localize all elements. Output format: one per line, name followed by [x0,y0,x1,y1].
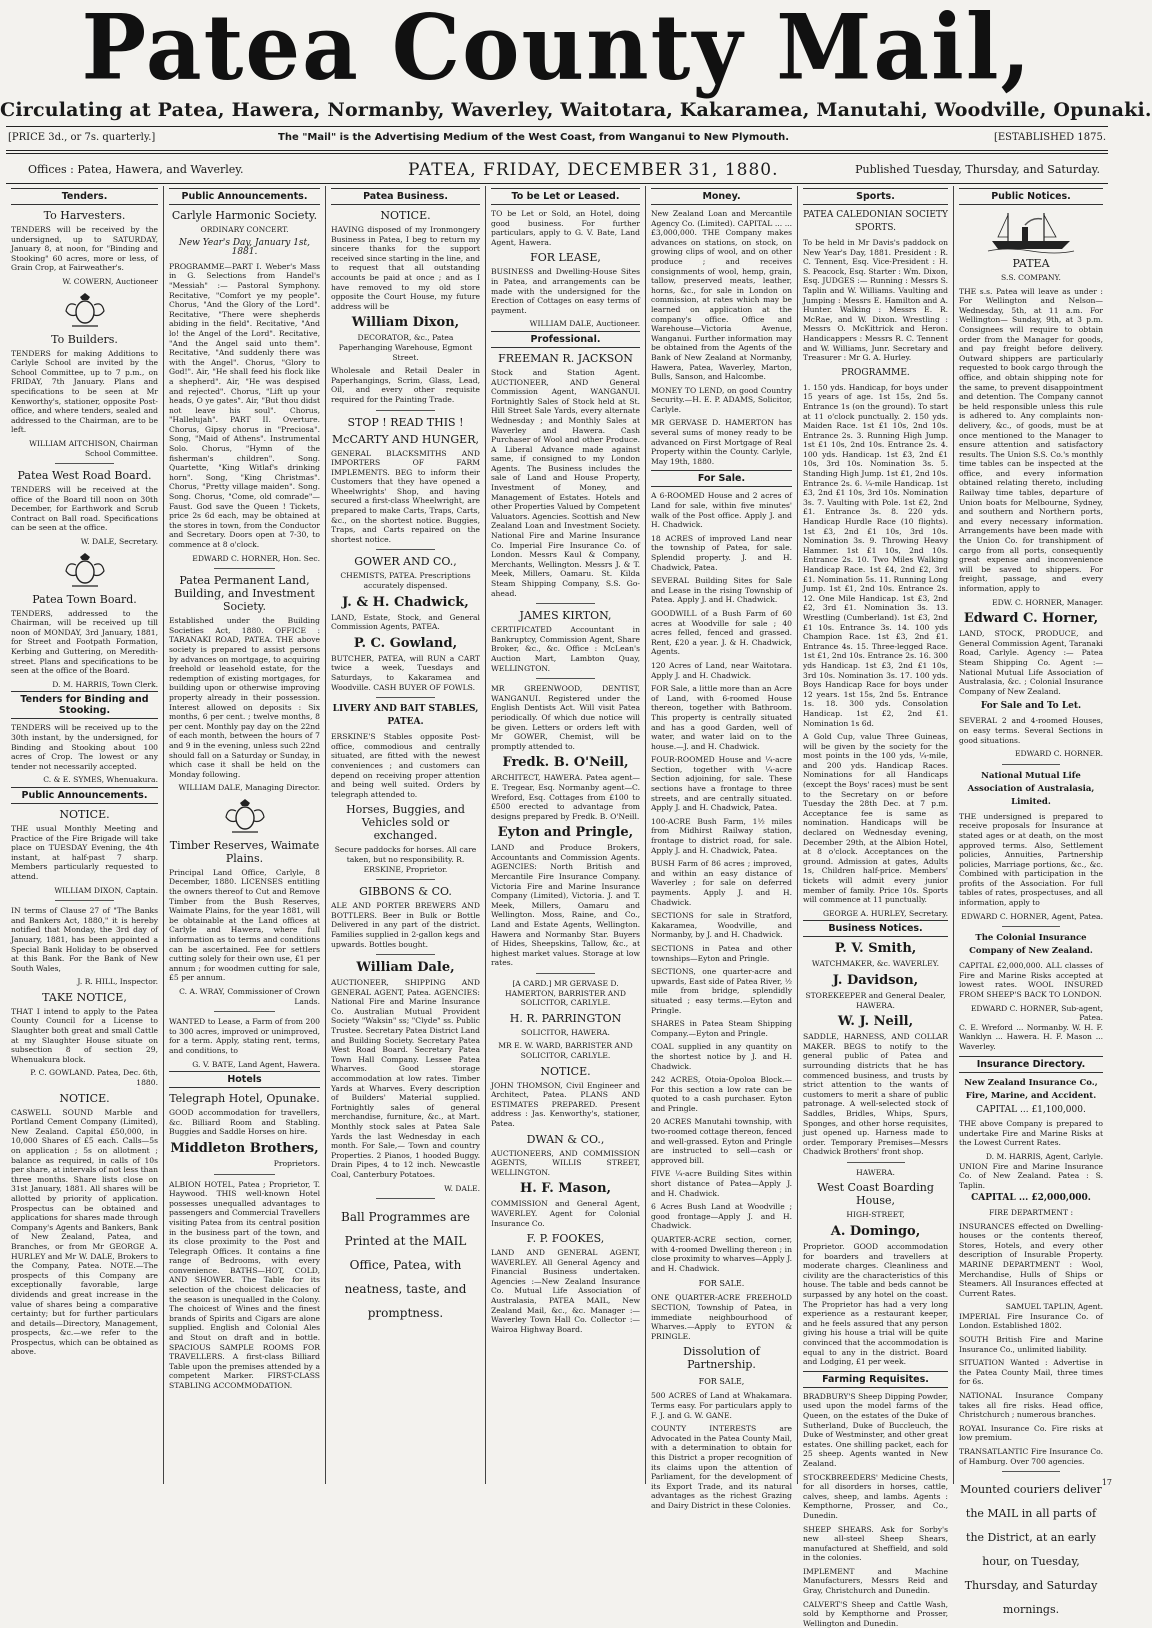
ad-signature: WILLIAM DALE, Auctioneer. [529,319,640,329]
ad-name: Edward C. Horner, [963,611,1099,627]
ad-signature: C. & E. SYMES, Whenuakura. [43,775,158,785]
column-3 [326,186,486,1484]
ad-title: HAWERA. [856,1167,895,1177]
ad-name: Middleton Brothers, [170,1140,319,1156]
section-heading: Public Announcements. [169,188,320,205]
ad-signature: C. A. WRAY, Commissioner of Crown Lands. [179,987,320,1006]
ad-signature: WILLIAM AITCHISON, Chairman School Committee. [29,438,158,458]
column-5 [646,186,798,1510]
ad-name: William Dale, [356,960,455,976]
ad-title: Carlyle Harmonic Society. [171,209,318,222]
section-heading: Farming Requisites. [803,1371,948,1388]
ad-title: PATEA [1012,257,1050,270]
divider [536,603,596,604]
ad-signature: Proprietors. [273,1158,320,1168]
column-1 [6,186,164,1484]
programme-list: 1. 150 yds. Handicap, for boys under 15 years of age. 1st 15s, 2nd 5s. Entrance 1s (on the ground). To start at 11 o'clock punctually. 2. 150 yds. Maiden Race. 1st £1 10s, 2nd 10s. Entrance 2s. 3. Running High Jump. 1st £1 10s, 2nd 10s. Entrance 2s. 4. 100 yds. Handicap. 1st £3, 2nd £1 10s, 3rd 10s. Nomination 3s. 5. Standing High Jump. 1st £1, 2nd 10s. Entrance 2s. 6. ¼-mile Handicap. 1st £3, 2nd £1 10s, 3rd 10s. Nomination 3s. 7. Vaulting with Pole. 1st £2, 2nd £1. Entrance 3s. 8. 220 yds. Handicap Hurdle Race (10 flights). 1st £3, 2nd £1 10s, 3rd 10s. Nomination 3s. 9. Throwing Heavy Hammer. 1st £1 10s, 2nd 10s. Entrance 2s. 10. Two Miles Walking Handicap Race. 1st £4, 2nd £2, 3rd £1. Nomination 5s. 11. Running Long Jump. 1st £1, 2nd 10s. Entrance 2s. 12. One Mile Handicap. 1st £3, 2nd £2, 3rd £1. Nomination 3s. 13. Wrestling (Cumberland). 1st £3, 2nd £1 10s. Entrance 3s. 14. 100 yds Champion Race. 1st £3, 2nd £1. Entrance 4s. 15. Three-legged Race. 1st £1, 2nd 10s. Entrance 2s. 16. 300 yds Handicap. 1st £3, 2nd £1 10s, 3rd 10s. Nomination 3s. 17. 100 yds. Boys Handicap Race for boys under 12 years. 1st 15s, 2nd 5s. Entrance 1s. 18. 300 yds. Consolation Handicap. 1st £2, 2nd £1. Nomination 1s 6d. [803,382,948,728]
ad-body: THE above Company is prepared to undertake Fire and Marine Risks at the Lowest Current Rates. [959,1119,1103,1148]
section-heading: Public Notices. [959,188,1103,205]
ad-body: Stock and Station Agent. AUCTIONEER, AND General Commission Agent, WANGANUI. Fortnightly Sales of Stock held at St. Hill Street Sale Yards, every alternate Wednesday ; and Monthly Sales at Waverley and Hawera. Cash Purchaser of Wool and other Produce. A Liberal Advance made against same, if consigned to my London Agents. The Business includes the sale of Land and House Property, Investment of Money, and Management of Estates. Hotels and other Properties Valued by Competent Valuators. Agencies. Scottish and New Zealand Loan and Investment Society. National Fire and Marine Insurance Co. Imperial Fire Insurance Co. of London. Messrs Kaul & Company, Merchants, Wellington. Messrs J. & T. Meek, Millers, Oamaru. St. Kilda Steam Shipping Company, S.S. Go-ahead. [491,367,640,598]
publication-days: Published Tuesday, Thursday, and Saturday. [855,163,1100,176]
ad-title: NOTICE. [59,807,110,821]
divider [536,973,596,974]
agent-list: C. E. Wreford ... Normanby. W. H. F. Wanklyn ... Hawera. H. F. Mason ... Waverley. [959,1022,1103,1051]
ad-body: NATIONAL Insurance Company takes all fire risks. Head office, Christchurch ; numerous branches. [959,1391,1103,1420]
ad-signature: D. M. HARRIS, Agent, Carlyle. [985,1151,1103,1161]
ad-body: SEVERAL Building Sites for Sale and Lease in the rising Township of Patea. Apply J. and H. Chadwick. [651,576,792,605]
ad-body: TENDERS, addressed to the Chairman, will be received up till noon of MONDAY, 3rd January, 1881, for Street and Footpath Formation, Kerbing and Guttering, on Meredith-street. Plans and specifications to be seen at the office of the Board. [11,608,158,676]
section-heading: To be Let or Leased. [491,188,640,205]
divider [847,1162,905,1163]
section-heading: Patea Business. [331,188,480,205]
ad-body: THAT I intend to apply to the Patea County Council for a License to Slaughter both great and small Cattle at my Slaughter House situate on subsection 8 of section 29, Whenuakura block. [11,1006,158,1064]
ad-title: NOTICE. [540,1064,591,1078]
ad-body: TENDERS will be received by the undersigned, up to SATURDAY, January 8, at noon, for "Binding and Stooking" 60 acres, more or less, of Grain Crop, at Fairweather's. [11,225,158,273]
section-heading: Money. [651,188,792,205]
divider [214,1011,274,1012]
ad-body: A 6-ROOMED House and 2 acres of Land for sale, within five minutes' walk of the Post office. Apply J. and H. Chadwick. [651,491,792,530]
ad-body: 500 ACRES of Land at Whakamara. Terms easy. For particulars apply to F. J. and G. W. GANE. [651,1391,792,1420]
ad-name: West Coast Boarding House, [817,1181,934,1208]
ad-subtitle: ORDINARY CONCERT. [200,225,289,234]
ad-name: H. F. Mason, [519,1181,612,1197]
ad-name: Fredk. B. O'Neill, [502,755,629,771]
ad-body: LAND and Produce Brokers, Accountants and Commission Agents. AGENCIES: North British and Mercantile Fire Insurance Company. Victoria Fire and Marine Insurance Company (Limited), Victoria. J. and T. Meek, Millers, Oamaru and Wellington. Moss, Raine, and Co., Land and Estate Agents, Wellington. Hawera and Normanby Star. Buyers of Hides, Sheepskins, Tallow, &c., at highest market values. Storage at low rates. [491,843,640,968]
ad-body: 100-ACRE Bush Farm, 1½ miles from Midhirst Railway station, frontage to district road, for sale. Apply J. and H. Chadwick, Patea. [651,816,792,855]
ad-name: FREEMAN R. JACKSON [498,351,633,365]
ad-signature: P. C. GOWLAND. Patea, Dec. 6th, 1880. [30,1068,158,1088]
ad-title: To Harvesters. [43,209,126,222]
divider [536,678,596,679]
ad-body: Proprietor. GOOD accommodation for boarders and travellers at moderate charges. Cleanliness and civility are the characteristics of this house. The table and beds cannot be surpassed by any hotel on the coast. The Proprietor has had a very long experience as a restaurant keeper, and he feels assured that any person giving his house a trial will be quite convinced that the accommodation is equal to any in the district. Board and Lodging, £1 per week. [803,1242,948,1367]
ad-signature: W. DALE, Secretary. [80,537,158,547]
ad-title: Telegraph Hotel, Opunake. [169,1092,320,1106]
ad-body: CALVERT'S Sheep and Cattle Wash, sold by Kempthorne and Prosser, Wellington and Dunedin. [803,1599,948,1628]
ad-body: SOUTH British Fire and Marine Insurance Co., unlimited liability. [959,1335,1103,1354]
ad-name: DWAN & CO., [526,1132,605,1146]
ad-body: 242 ACRES, Otoia-Opoloa Block.—For this section a low rate can be quoted to a cash purchaser. Eyton and Pringle. [651,1075,792,1113]
ad-body: [A CARD.] MR GERVASE D. HAMERTON, BARRISTER AND SOLICITOR, CARLYLE. [505,979,626,1008]
ad-title: STOP ! READ THIS ! [347,415,464,429]
ad-subtitle: S.S. COMPANY. [1001,273,1061,282]
divider [214,1174,274,1175]
issue-date: PATEA, FRIDAY, DECEMBER 31, 1880. [408,160,779,180]
section-heading: Sports. [803,188,948,205]
ad-body: Wholesale and Retail Dealer in Paperhangings, Scrim, Glass, Lead, Oil, and every other requisite required for the Painting Trade. [331,366,480,404]
ad-body: GENERAL BLACKSMITHS AND IMPORTERS OF FARM IMPLEMENTS. BEG to inform their Customers that they have opened a Wheelwrights' Shop, and having secured a first-class Wheelwright, are prepared to make Carts, Traps, Carts, &c., on the shortest notice. Buggies, Traps, and Carts repaired on the shortest notice. [331,448,480,544]
ad-title: National Mutual Life Association of Australasia, Limited. [967,770,1095,807]
ad-title: New Zealand Insurance Co., Fire, Marine, and Accident. [964,1077,1098,1101]
ad-subtitle: HIGH-STREET, [846,1210,905,1220]
ad-title: NOTICE. [380,209,431,222]
ad-body: 120 Acres of Land, near Waitotara. Apply J. and H. Chadwick. [651,660,792,680]
section-heading: Public Announcements. [11,787,158,804]
divider [376,697,436,698]
ad-body: SECTIONS in Patea and other townships—Eyton and Pringle. [651,943,792,963]
ad-body: LAND AND GENERAL AGENT, WAVERLEY. All General Agency and Financial Business undertaken. Agencies :—New Zealand Insurance Co. Mutual Life Association of Australasia, PATEA MAIL, New Zealand Mail, &c., &c. Manager :—Waverley Town Hall Co. Collector :—Wairoa Highway Board. [491,1248,640,1334]
ad-title: FOR SALE. [698,1279,745,1289]
ad-body: SECTIONS for sale in Stratford, Kakaramea, Woodville, and Normanby, by J. and H. Chadwick. [651,911,792,940]
ad-body: LAND, STOCK, PRODUCE, and General Commission Agent, Taranaki Road, Carlyle. Agency :— Patea Steam Shipping Co. Agent :—National Mutual Life Association of Australasia, &c. ; Colonial Insurance Company of New Zealand. [959,629,1103,696]
divider [1002,1471,1060,1472]
ad-name: Eyton and Pringle, [497,825,634,841]
ad-body: AUCTIONEERS, AND COMMISSION AGENTS, WILLIS STREET, WELLINGTON. [491,1148,640,1177]
rule [6,150,1108,151]
ad-body: GOODWILL of a Bush Farm of 60 acres at Woodville for sale ; 40 acres felled, fenced and grassed. Rent, £20 a year. J. & H. Chadwick, Agents. [651,608,792,657]
ad-body: SOLICITOR, HAWERA. [521,1027,610,1037]
circulation-line: Circulating at Patea, Hawera, Normanby, Waverley, Waitotara, Kakaramea, Manutahi, Woodville, Opunaki. [0,99,1152,121]
ad-body: MONEY TO LEND, on good Country Security.—H. E. P. ADAMS, Solicitor, Carlyle. [651,385,792,414]
ad-body: COUNTY INTERESTS are Advocated in the Patea County Mail, with a determination to obtain for this District a proper recognition of its claims upon the attention of Parliament, for the development of its Export Trade, and its natural advantages as the richest Grazing and Dairy District in these Colonies. [651,1424,792,1510]
ad-body: CERTIFICATED Accountant in Bankruptcy, Commission Agent, Share Broker, &c., &c. Office : McLean's Auction Mart, Lambton Quay, WELLINGTON. [491,625,640,673]
ad-body: IN terms of Clause 27 of "The Banks and Bankers Act, 1880," it is hereby notified that Monday, the 3rd day of January, 1881, has been appointed a Special Bank Holiday to be observed at this Bank. For the Bank of New South Wales, [11,906,158,973]
ad-body: ARCHITECT, HAWERA. Patea agent—E. Tregear, Esq. Normanby agent—C. Wreford, Esq. Cottages from £100 to £500 erected to advantage from designs prepared by Fredk. B. O'Neill. [491,773,640,821]
ad-body: JOHN THOMSON, Civil Engineer and Architect, Patea. PLANS AND ESTIMATES PREPARED. Present address : Jas. Kenworthy's, stationer, Patea. [491,1080,640,1128]
offices: Offices : Patea, Hawera, and Waverley. [28,163,244,176]
ad-title: Timber Reserves, Waimate Plains. [169,838,320,865]
ad-body: TO be Let or Sold, an Hotel, doing good business. For further particulars, apply to G. V. Bate, Land Agent, Hawera. [491,209,640,247]
ad-name: P. V. Smith, [834,941,917,957]
ad-title: PATEA CALEDONIAN SOCIETY SPORTS. [803,210,948,233]
ad-body: TENDERS will be received at the office of the Board till noon on 30th December, for Earthwork and Scrub Contract on Ball road. Specifications can be seen at the office. [11,485,158,533]
section-heading: Professional. [491,331,640,348]
ad-body: AUCTIONEER, SHIPPING AND GENERAL AGENT, Patea. AGENCIES: National Fire and Marine Insurance Co. Australian Mutual Provident Society "Waksin" ss; "Clyde" ss. Public Trustee. Secretary Patea District Land and Building Society. Secretary Patea West Road Board. Secretary Patea Town Hall Company. Lessee Patea Wharves. Good storage accommodation at low rates. Timber Yards at Wharves. Every description of Builders' Material supplied. Fortnightly sales of general merchandise, furniture, &c., at Mart. Monthly stock sales at Patea Sale Yards the last Wednesday in each month. For Sale,— Town and country Properties. 2 Pianos, 1 hooded Buggy. Drain Pipes, 4 to 12 inch. Newcastle Coal, Canterbury Potatoes. [331,978,480,1179]
ad-body: TENDERS for making Additions to Carlyle School are invited by the School Committee, up to 7 p.m., on FRIDAY, 7th January. Plans and specifications to be seen at Mr Kenworthy's, stationer, opposite Post-office, and where tenders, sealed and addressed to the Chairman, are to be left. [11,348,158,435]
ad-signature: WILLIAM DIXON, Captain. [54,885,158,895]
ad-body: A Gold Cup, value Three Guineas, will be given by the society for the most points in the 100 yds, ¼-mile, and 200 yds. Handicap Races. Nominations for all Handicaps (except the Boys' races) must be sent to the Secretary on or before Tuesday the 28th Dec. at 7 p.m. Acceptance fee is same as nomination. Handicaps will be declared on Wednesday evening, December 29th, at the Albion Hotel, at 8 o'clock. Acceptances on the ground. Admission at gates, Adults 1s, Children half-price. Members' tickets will admit every junior member of family. Price 10s. Sports will commence at 11 punctually. [803,732,948,905]
ad-body: COAL supplied in any quantity on the shortest notice by J. and H. Chadwick. [651,1042,792,1071]
ad-name: H. R. PARRINGTON [509,1011,622,1025]
date-line [8,158,1106,182]
ad-title: FOR SALE, [698,1377,745,1387]
ad-body: MR E. W. WARD, BARRISTER AND SOLICITOR, CARLYLE. [498,1041,633,1060]
ad-name: JAMES KIRTON, [519,609,612,623]
ad-body: WANTED to Lease, a Farm of from 200 to 300 acres, improved or unimproved, for a term. Apply, stating rent, terms, and conditions, to [169,1017,320,1055]
ad-body: SECTIONS, one quarter-acre and upwards, East side of Patea River, ½ mile from bridge, splendidly situated ; easy terms.—Eyton and Pringle. [651,967,793,1015]
ad-body: COMMISSION and General Agent, WAVERLEY. Agent for Colonial Insurance Co. [491,1199,640,1228]
column-6 [798,186,954,1628]
ad-body: ALBION HOTEL, Patea ; Proprietor, T. Haywood. THIS well-known Hotel possesses unequalled advantages to passengers and Commercial Travellers visiting Patea from its central position in the business part of the town, and its close proximity to the Post and Telegraph Offices. It contains a fine range of Bedrooms, with every convenience. BATHS—HOT, COLD, AND SHOWER. The Table for its selection of the choicest delicacies of the season is unequalled in the Colony. The choicest of Wines and the finest brands of Spirits and Cigars are alone supplied. English and Colonial Ales and Stout on draft and in bottle. SPACIOUS SAMPLE ROOMS FOR TRAVELLERS. A first-class Billiard Table upon the premises attended by a competent Marker. FIRST-CLASS STABLING ACCOMMODATION. [169,1179,320,1390]
ad-title: The Colonial Insurance Company of New Zealand. [969,933,1093,957]
ad-signature: W. DALE. [444,1183,480,1193]
ad-title: Patea West Road Board. [17,469,152,483]
section-heading: Tenders. [11,188,158,205]
ad-body: QUARTER-ACRE section, corner, with 4-roomed Dwelling thereon ; in close proximity to wharves—Apply J. and H. Chadwick. [651,1235,792,1273]
ad-body: SEVERAL 2 and 4-roomed Houses, on easy terms. Several Sections in good situations. [959,716,1103,745]
ad-body: FOUR-ROOMED House and ¼-acre Section, together with ¼-acre Section adjoining, for sale. These sections have a frontage to three streets, and are centrally situated. Apply J. and H. Chadwick, Patea. [651,755,792,813]
ad-body: GOOD accommodation for travellers, &c. Billiard Room and Stabling. Buggies and Saddle Horses on hire. [169,1108,320,1137]
ad-name: P. C. Gowland, [353,635,458,651]
ad-body: UNION Fire and Marine Insurance Co. of New Zealand. Patea : S. Taplin. [959,1161,1103,1190]
ad-body: IMPERIAL Fire Insurance Co. of London. Established 1802. [959,1311,1103,1331]
royal-crest-icon [222,797,268,835]
ad-body: SHARES in Patea Steam Shipping Company.—Eyton and Pringle. [651,1019,792,1038]
rule [6,183,1108,184]
info-line [8,129,1106,147]
ad-name: W. J. Neill, [837,1014,914,1030]
ad-title: For Sale and To Let. [980,701,1082,712]
ad-signature: EDW. C. HORNER, Manager. [992,597,1103,607]
ad-capital: CAPITAL ... £2,000,000. [971,1193,1091,1204]
ad-signature: GEORGE A. HURLEY, Secretary. [822,908,948,918]
divider [55,900,114,901]
royal-crest-icon [62,291,108,329]
ad-signature: J. R. HILL, Inspector. [77,977,158,987]
section-heading: Business Notices. [803,920,948,937]
ad-body: BUSINESS and Dwelling-House Sites in Patea, and arrangements can be made with the undersigned for the Erection of Cottages on easy terms of payment. [491,267,640,315]
ad-signature: Secure paddocks for horses. All care taken, but no responsibility. R. ERSKINE, Proprietor. [334,845,477,874]
page-number: 17 [1101,1478,1112,1487]
ad-body: ERSKINE'S Stables opposite Post-office, commodious and centrally situated, are fitted with the newest conveniences ; and customers can depend on receiving proper attention and being well suited. Orders by telegraph attended to. [331,732,480,799]
masthead [0,0,1114,101]
ad-title: PROGRAMME. [841,367,910,378]
ad-body: PROGRAMME—PART I. Weber's Mass in G. Selections from Handel's "Messiah" :— Pastoral Symphony. Recitative, "Comfort ye my people". Chorus, "And the Glory of the Lord". Recitative, "There were shepherds abiding in the field". Recitative, "And lo! the Angel of the Lord". Recitative, "And the Angel said unto them". Recitative, "And suddenly there was with the Angel". Chorus, "Glory to God!". Air, "He shall feed his flock like a shepherd". Air, "He was despised and rejected". Chorus, "Lift up your heads, O ye gates". Air, "But thou didst not leave his soul". Chorus, "Hallelujah". PART II. Overture. Chorus, Gipsy chorus in "Preciosa". Song, "Maid of Athens". Instrumental Solo. Chorus, "Hymn of the fisherman's children". Song. Quartette, "King Witlaf's drinking horn". Song, "King Christmas". Chorus, "Pretty village maiden". Song. Song. Chorus, "Come, old comrade"—Faust. God save the Queen ! Tickets, price 2s 6d each, may be obtained at the stores in town, from the Conductor and Secretary. Doors open at 7-30, to commence at 8 o'clock. [169,261,320,549]
ad-body: TENDERS will be received up to the 30th instant, by the undersigned, for Binding and Stooking about 100 acres of Crop. The lowest or any tender not necessarily accepted. [11,723,158,771]
ad-body: CHEMISTS, PATEA. Prescriptions accurately dispensed. [340,571,471,591]
ad-body: THE undersigned is prepared to receive proposals for Insurance at stated ages or at death, on the most approved terms. Also, Settlement policies, Annuities, Partnership policies, Marriage portions, &c., &c. Combined with participation in the profits of the Association. For full tables of rates, prospectuses, and all information, apply to [959,811,1103,908]
ad-body: LAND, Estate, Stock, and General Commission Agents, PATEA. [331,612,480,632]
ad-title: Patea Town Board. [32,592,137,606]
ad-body: SITUATION Wanted : Advertise in the Patea County Mail, three times for 6s. [959,1358,1103,1387]
ad-name: A. Domingo, [830,1224,921,1240]
ad-name: William Dixon, [351,315,460,331]
divider [55,463,114,464]
ad-signature: WILLIAM DALE, Managing Director. [178,783,320,793]
ad-title: To Builders. [51,332,118,346]
divider [214,568,274,569]
ad-body: ROYAL Insurance Co. Fire risks at low premium. [959,1423,1103,1443]
ad-body: 6 Acres Bush Land at Woodville ; good frontage—Apply J. and H. Chadwick. [651,1202,792,1231]
ad-subtitle: DECORATOR, &c., Patea Paperhanging Warehouse, Egmont Street. [338,333,473,362]
section-heading: Hotels [169,1071,320,1088]
ad-name: Horses, Buggies, and Vehicles sold or exchanged. [346,803,465,843]
ad-body: CASWELL SOUND Marble and Portland Cement Company (Limited), New Zealand. Capital £50,000, in 10,000 Shares of £5 each. Calls—5s on application ; 5s on allotment ; balance as required, in calls of 10s per share, at intervals of not less than three months. Share lists close on 31st January, 1881. All shares will be allotted by priority of application. Prospectus can be obtained and applications for shares made through Company's Agents and Bankers, Bank of New Zealand, Patea, and Branches, or from Mr GEORGE A. HURLEY and Mr W. DALE, Brokers to the Company, Patea. NOTE.—The prospects of this Company are exceptionally favorable, large dividends and great increase in the value of shares being a comparative certainty; but for further particulars and details—Directory, Management, prospects, &c.—we refer to the Prospectus, which can be obtained as above. [11,1107,158,1357]
ad-body: STOREKEEPER and General Dealer, HAWERA. [805,990,946,1010]
ad-title: NOTICE. [59,1091,110,1105]
ad-name: J. & H. Chadwick, [342,594,469,610]
delivery-note: Mounted couriers deliver the MAIL in all parts of the District, at an early hour, on Tuesday, Thursday, and Saturday mornings. [960,1483,1102,1617]
ad-body: FIVE ¼-acre Building Sites within short distance of Patea—Apply J. and H. Chadwick. [651,1169,792,1198]
ad-name: McCARTY AND HUNGER, [332,432,479,446]
ad-name: GIBBONS & CO. [359,885,452,899]
ad-body: STOCKBREEDERS' Medicine Chests, for all disorders in horses, cattle, calves, sheep, and lambs. Agents : Kempthorne, Prosser, and Co., Dunedin. [803,1472,948,1520]
ad-body: 20 ACRES Manutahi township, with two-roomed cottage thereon, fenced and well-grassed. Eyton and Pringle are instructed to sell—cash or approved bill. [651,1117,792,1165]
ad-body: New Zealand Loan and Mercantile Agency Co. (Limited). CAPITAL ... ... £3,000,000. THE Company makes advances on stations, on stock, on growing clips of wool, and on other produce ; and receives consignments of wool, hemp, grain, tallow, preserved meats, leather, horns, &c., for sale in London on commission, at rates which may be learned on application at the company's office. Office and Warehouse—Victoria Avenue, Wanganui. Further information may be obtained from the Agents of the Bank of New Zealand at Normanby, Hawera, Patea, Waverley, Marton, Bulls, Sanson, and Halcombe. [651,209,792,382]
ad-body: BUTCHER, PATEA, will RUN a CART twice a week, Tuesdays and Saturdays, to Kakaramea and Woodville. CASH BUYER OF FOWLS. [331,653,480,692]
ad-body: SADDLE, HARNESS, AND COLLAR MAKER. BEGS to notify to the general public of Patea and surrounding districts that he has commenced business, and trusts by strict attention to the wants of customers to merit a share of public patronage. A well-selected stock of Saddles, Bridles, Whips, Spurs, Sponges, and other horse requisites, just opened up. Harness made to order. Temporary Premises—Messrs Chadwick Brothers' front shop. [803,1032,948,1157]
ad-date: New Year's Day, January 1st, 1881. [178,237,311,258]
ad-signature: EDWARD C. HORNER, Hon. Sec. [192,553,320,563]
ad-signature: EDWARD C. HORNER, Sub-agent, Patea. [970,1003,1103,1023]
ad-capital: CAPITAL ... £1,100,000. [976,1104,1086,1115]
ad-name: F. P. FOOKES, [526,1232,605,1246]
newspaper-title: Patea County Mail, [81,0,1033,101]
ad-body: IMPLEMENT and Machine Manufacturers, Messrs Reid and Gray, Christchurch and Dunedin. [803,1566,948,1596]
print-office-note: Ball Programmes are Printed at the MAIL Office, Patea, with neatness, taste, and promptness. [341,1210,470,1321]
ad-signature: W. COWERN, Auctioneer [62,276,158,286]
ad-body: THE s.s. Patea will leave as under : For Wellington and Nelson— Wednesday, 5th, at 11 a.m. For Wellington— Sunday, 9th, at 3 p.m. Consignees will require to obtain order from the Manager for goods, and pay freight before delivery. Outward shippers are particularly requested to book cargo through the office, and obtain shipping note for the same, to prevent disappointment and detention. The Company cannot be held responsible unless this rule is adhered to. Any complaints non-delivery, &c., of goods, must be at once mentioned to the Manager to ensure attention and satisfactory results. The Union S.S. Co.'s monthly time tables can be inspected at the office, and every information obtained relating thereto, including Railway time tables, departure of Union boats for Melbourne, Sydney, and southern and Northern ports, and every necessary information. Arrangements have been made with the Union Co. for transhipment of cargo from all ports, consequently great expense and inconvenience will be saved to shippers. For freight, passage, and every information, apply to [959,286,1103,593]
ad-signature: EDWARD C. HORNER. [1014,749,1103,759]
ad-body: MR GERVASE D. HAMERTON has several sums of money ready to be advanced on First Mortgage of Real Property within the County. Carlyle, May 19th, 1880. [651,418,792,466]
ad-title: LIVERY AND BAIT STABLES, PATEA. [332,704,479,728]
ad-signature: EDWARD C. HORNER, Agent, Patea. [961,911,1103,921]
motto: The "Mail" is the Advertising Medium of the West Coast, from Wanganui to New Plymouth. [278,132,790,143]
ad-body: WATCHMAKER, &c. WAVERLEY. [811,959,940,969]
ad-body: 18 ACRES of improved Land near the township of Patea, for sale. Splendid property. J. and H. Chadwick, Patea. [651,533,792,572]
divider [1002,764,1060,765]
ad-body: SHEEP SHEARS. Ask for Sorby's new all-steel Sheep Shears, manufactured at Sheffield, and sold in the colonies. [803,1524,948,1563]
section-heading: Tenders for Binding and Stooking. [11,691,158,719]
ad-name: J. Davidson, [832,972,919,988]
ad-title: FIRE DEPARTMENT : [988,1207,1074,1217]
ad-body: INSURANCES effected on Dwelling-houses or the contents thereof, Stores, Hotels, and every other description of Insurable Property. MARINE DEPARTMENT : Wool, Merchandise, Hulls of Ships or Steamers. All Insurances effected at Current Rates. [959,1221,1103,1298]
price: [PRICE 3d., or 7s. quarterly.] [8,132,156,143]
ad-title: Patea Permanent Land, Building, and Investment Society. [174,574,315,614]
ad-title: TAKE NOTICE, [42,990,127,1004]
ad-body: Principal Land Office, Carlyle, 8 December, 1880. LICENSES entitling the owners thereof to Cut and Remove Timber from the Bush Reserves, Waimate Plains, for the year 1881, will be obtainable at the Land offices at Carlyle and Hawera, where full information as to terms and conditions can be ascertained. Fee for settlers cutting solely for their own use, £1 per annum ; for woodmen cutting for sale, £5 per annum. [169,867,320,983]
ad-body: CAPITAL £2,000,000. ALL classes of Fire and Marine Risks accepted at lowest rates. WOOL INSURED FROM SHEEP'S BACK TO LONDON. [959,961,1103,1000]
ad-title: Dissolution of Partnership. [683,1345,760,1372]
ad-body: BRADBURY'S Sheep Dipping Powder, used upon the model farms of the Queen, on the estates of the Duke of Sutherland, Duke of Buccleuch, the Duke of Westminster, and other great estates. One shilling packet, each for 25 sheep. Agents wanted in New Zealand. [803,1391,948,1468]
ad-signature: D. M. HARRIS, Town Clerk. [52,679,158,689]
column-2 [164,186,326,1484]
divider [376,879,436,880]
ad-body: FOR Sale, a little more than an Acre of Land, with 6-roomed House thereon, together with Bathroom. This property is centrally situated and has a good Garden, well of water, and water laid on to the house.—J. and H. Chadwick. [651,684,792,751]
ad-body: TRANSATLANTIC Fire Insurance Co. of Hamburg. Over 700 agencies. [959,1447,1103,1466]
ad-body: MR GREENWOOD, DENTIST, WANGANUI. Registered under the English Dentists Act. Will visit Patea periodically. Of which due notice will be given. Letters or orders left with Mr GOWER, Chemist, will be promptly attended to. [491,684,640,751]
ad-signature: SAMUEL TAPLIN, Agent. [1005,1302,1103,1312]
divider [376,1198,436,1199]
ad-body: To be held in Mr Davis's paddock on New Year's Day, 1881. President : R. C. Tennent, Esq. Vice-President : H. S. Peacock, Esq. Starter : Wm. Dixon, Esq. JUDGES :— Running : Messrs S. Taplin and W. Williams. Vaulting and Jumping : Messrs E. Hamilton and A. Hunter. Walking : Messrs E. R. McRae, and W. Dixon. Wrestling : Messrs O. McKittrick and Heron. Handicappers : Messrs R. C. Tennent and W. Williams, Junr. Secretary and Treasurer : Mr G. A. Hurley. [803,238,948,363]
ad-body: HAVING disposed of my Ironmongery Business in Patea, I beg to return my sincere thanks for the support received since starting in the line, and to request that all outstanding accounts be paid at once ; and as I have removed to my old store opposite the Court House, my future address will be [331,225,480,311]
ad-name: GOWER AND CO., [354,555,457,569]
column-4 [486,186,646,1484]
ad-body: THE usual Monthly Meeting and Practice of the Fire Brigade will take place on TUESDAY Evening, the 4th instant, at half-past 7 sharp. Members particularly requested to attend. [11,823,158,881]
columns [6,186,1108,1628]
section-heading: Insurance Directory. [959,1056,1103,1073]
royal-crest-icon [62,551,108,589]
ad-body: ALE AND PORTER BREWERS AND BOTTLERS. Beer in Bulk or Bottle Delivered in any part of the district. Families supplied in 2-gallon kegs and upwards. Bottles bought. [331,901,480,949]
rule [6,153,1108,154]
ad-body: Established under the Building Societies Act, 1880. OFFICE : TARANAKI ROAD, PATEA. THE above society is prepared to assist persons by advances on mortgage, to acquiring freehold or leasehold estate, for the redemption of existing mortgages, for building upon or otherwise improving property already in their possession. Interest allowed on deposits : Six months, 6 per cent. ; twelve months, 8 per cent. Monthly pay day on the 22nd of each month, between the hours of 7 and 9 in the evening, unless such 22nd should fall on a Saturday or Sunday, in which case it shall be held on the Monday following. [169,616,320,779]
divider [376,954,436,955]
section-heading: For Sale. [651,470,792,487]
steamship-icon [986,209,1076,253]
ad-signature: G. V. BATE, Land Agent, Hawera. [192,1059,320,1069]
divider [376,410,436,411]
established: [ESTABLISHED 1875. [993,132,1106,143]
ad-body: ONE QUARTER-ACRE FREEHOLD SECTION, Township of Patea, in immediate neighbourhood of Wharves.—Apply to EYTON & PRINGLE. [651,1293,792,1341]
rule [6,126,1108,127]
ad-title: FOR LEASE, [530,251,601,265]
divider [376,549,436,550]
divider [1002,926,1060,927]
ad-body: BUSH Farm of 86 acres ; improved, and within an easy distance of Waverley ; for sale on deferred payments. Apply J. and H. Chadwick. [651,859,792,907]
